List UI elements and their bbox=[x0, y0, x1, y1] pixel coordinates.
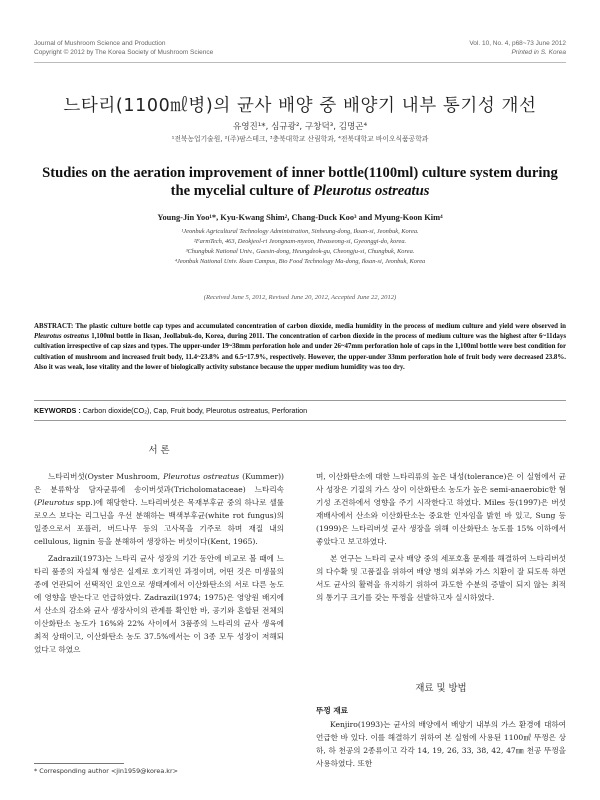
english-title-line2: the mycelial culture of bbox=[170, 183, 313, 199]
intro-paragraph-1 bbox=[34, 470, 284, 548]
intro-paragraph-4: 본 연구는 느타리 균사 배양 중의 세포호흡 문제를 해결하여 느타리버섯의 다수확 및 고품질을 위하여 배양 병의 외부와 가스 치환이 잘 되도록 하면서도 균사의 활력을 유지하기 위하여 과도한 수분의 증발이 되지 않는 최적의 통기구 크기를 갖는 뚜껑을 선발하고자 실시하였다. bbox=[316, 554, 566, 602]
intro-p1-text-b: (Kummer))은 분류학상 담자균류에 송이버섯과(Tricholomataceae) 느타리속( bbox=[34, 472, 284, 507]
copyright-line: Copyright © 2012 by The Korea Society of Mushroom Science bbox=[34, 48, 214, 56]
intro-p1-text-c: spp.)에 해당한다. 느타리버섯은 목재부후균 중의 하나로 셀룰로오스 보다는 리그닌을 우선 분해하는 백색부후균(white rot fungus)의 일종으로서 포플러, 버드나무 등의 고사목을 기주로 하며 재질 내의 cellulous, lignin 등을 분해하여 생장하는 버섯이다(Kent, 1965). bbox=[34, 498, 284, 546]
methods-paragraph-1: Kenjiro(1993)는 균사의 배양에서 배양기 내부의 가스 환경에 대하여 언급한 바 있다. 이를 해결하기 위하여 본 실험에 사용된 1100㎖ 뚜껑은 상하, 하 천공의 2종류이고 각각 14, 19, 26, 33, 38, 42, 47㎜ 천공 뚜껑을 사용하였다. 또한 bbox=[316, 720, 566, 768]
intro-p1-genus: Pleurotus bbox=[36, 498, 74, 507]
english-title-line1: Studies on the aeration improvement of inner bottle(1100ml) culture system during bbox=[42, 165, 558, 181]
english-affiliation-4: ⁴Jeonbuk National Univ. Iksan Campus, Bio Food Technology Ma-dong, Iksan-si, Jeonbuk, Korea bbox=[174, 258, 426, 265]
methods-heading: 재료 및 방법 bbox=[415, 683, 467, 694]
keywords bbox=[34, 406, 566, 415]
footnote-divider bbox=[34, 763, 124, 764]
english-affiliation-3: ³Chungbuk National Univ., Gaesin-dong, Heungdeok-gu, Cheongju-si, Chungbuk, Korea. bbox=[185, 248, 415, 255]
received-dates: (Received June 5, 2012, Revised June 20, 2012, Accepted June 22, 2012) bbox=[203, 294, 397, 301]
keywords-text: Carbon dioxide(CO₂), Cap, Fruit body, Pleurotus ostreatus, Perforation bbox=[80, 406, 308, 415]
english-title bbox=[40, 164, 560, 200]
methods-subheading: 뚜껑 재료 bbox=[316, 706, 348, 715]
english-affiliation-1: ¹Jeonbuk Agricultural Technology Administration, Sinheung-dong, Iksan-si, Jeonbuk, Korea. bbox=[181, 228, 419, 235]
intro-heading: 서 론 bbox=[148, 445, 170, 456]
korean-title: 느타리(1100㎖병)의 균사 배양 중 배양기 내부 통기성 개선 bbox=[63, 96, 537, 116]
english-affiliation-2: ²FarmTech, 463, Deokjeol-ri Jeongnam-myeon, Hwaseong-si, Gyeonggi-do, korea. bbox=[193, 238, 407, 245]
intro-p1-species: Pleurotus ostreatus bbox=[163, 472, 240, 481]
intro-paragraph-3: 며, 이산화탄소에 대한 느타리류의 높은 내성(tolerance)은 이 실험에서 균사 성장은 기질의 가스 상이 이산화탄소 농도가 높은 semi-anaerobic한 혐기성 조건하에서 영향을 주기 시작한다고 하였다. Miles 등(1997)은 버섯 재배사에서 산소와 이산화탄소는 중요한 인자임을 밝힌 바 있고, Sung 등(1999)은 느타리버섯 균사 생장을 위해 이산화탄소 농도를 15% 이하에서 좋았다고 보고하였다. bbox=[316, 472, 566, 546]
abstract-text-2: 1,100ml bottle in Iksan, Jeollabuk-do, Korea, during 2011. The concentration of carbon dioxide in the process of medium culture was the highest after 6~11days cultivation irrespective of cap sizes and types. The upper-under 19~38mm perforation hole and under 26~47mm perforation hole of caps in the 1,100ml bottle were best condition for cultivation of mushroom and increased fruit body, 11.4~23.8% and 6.5~17.9%, respectively. However, the upper-under 33mm perforation hole of fruit body were decreased 23.8%. Also it was weak, lose vitality and the lower of biologically activity substance because the upper medium humidity was too dry. bbox=[34, 333, 567, 371]
abstract bbox=[34, 322, 566, 373]
journal-header bbox=[34, 40, 213, 57]
korean-affiliations: ¹전북농업기술원, ²(주)팜스테크, ³충북대학교 산림학과, ⁴전북대학교 바이오식품공학과 bbox=[171, 135, 429, 143]
abstract-species: Pleurotus ostreatus bbox=[34, 333, 90, 341]
english-title-species: Pleurotus ostreatus bbox=[313, 183, 430, 199]
keywords-label: KEYWORDS : bbox=[34, 406, 81, 415]
right-column bbox=[316, 470, 566, 604]
intro-p1-text-a: 느타리버섯(Oyster Mushroom, bbox=[48, 472, 164, 481]
printed-line: Printed in S. Korea bbox=[511, 48, 566, 56]
methods-column bbox=[316, 718, 566, 770]
intro-paragraph-2: Zadrazil(1973)는 느타리 균사 성장의 기간 동안에 비교로 볼 때에 느타리 품종의 자실체 형성은 실제로 호기적인 과정이며, 어떤 것은 미생물의 종에 연관되어 선택적인 요인으로 생태계에서 이산화탄소의 서로 다른 농도에 영향을 받는다고 언급하였다. Zadrazil(1974; 1975)은 영양원 배지에서 산소의 감소와 균사 생장사이의 관계를 확인한 바, 공기와 혼합된 전체의 이산화탄소 농도가 16%와 22% 사이에서 3품종의 느타리의 균사 생육에 최적 상태이고, 이산화탄소 농도 37.5%에서는 이 3종 모두 성장이 저해되었다고 하였으 bbox=[34, 554, 284, 654]
keywords-divider-bottom bbox=[34, 420, 566, 421]
abstract-label: ABSTRACT: bbox=[34, 323, 74, 330]
issue-header bbox=[469, 40, 566, 57]
abstract-text-1: The plastic culture bottle cap types and accumulated concentration of carbon dioxide, media humidity in the process of medium culture and yield were observed in bbox=[73, 323, 566, 330]
left-column bbox=[34, 470, 284, 656]
korean-authors: 유영진¹*, 심규광², 구창덕³, 김명곤⁴ bbox=[232, 122, 368, 132]
header-divider bbox=[34, 62, 566, 63]
volume-line: Vol. 10, No. 4, p68~73 June 2012 bbox=[469, 40, 566, 47]
journal-name: Journal of Mushroom Science and Production bbox=[34, 40, 166, 47]
corresponding-author-footnote: * Corresponding author <jin1959@korea.kr> bbox=[34, 767, 178, 775]
english-authors: Young-Jin Yoo¹*, Kyu-Kwang Shim², Chang-Duck Koo³ and Myung-Koon Kim⁴ bbox=[157, 213, 443, 222]
keywords-divider-top bbox=[34, 400, 566, 401]
